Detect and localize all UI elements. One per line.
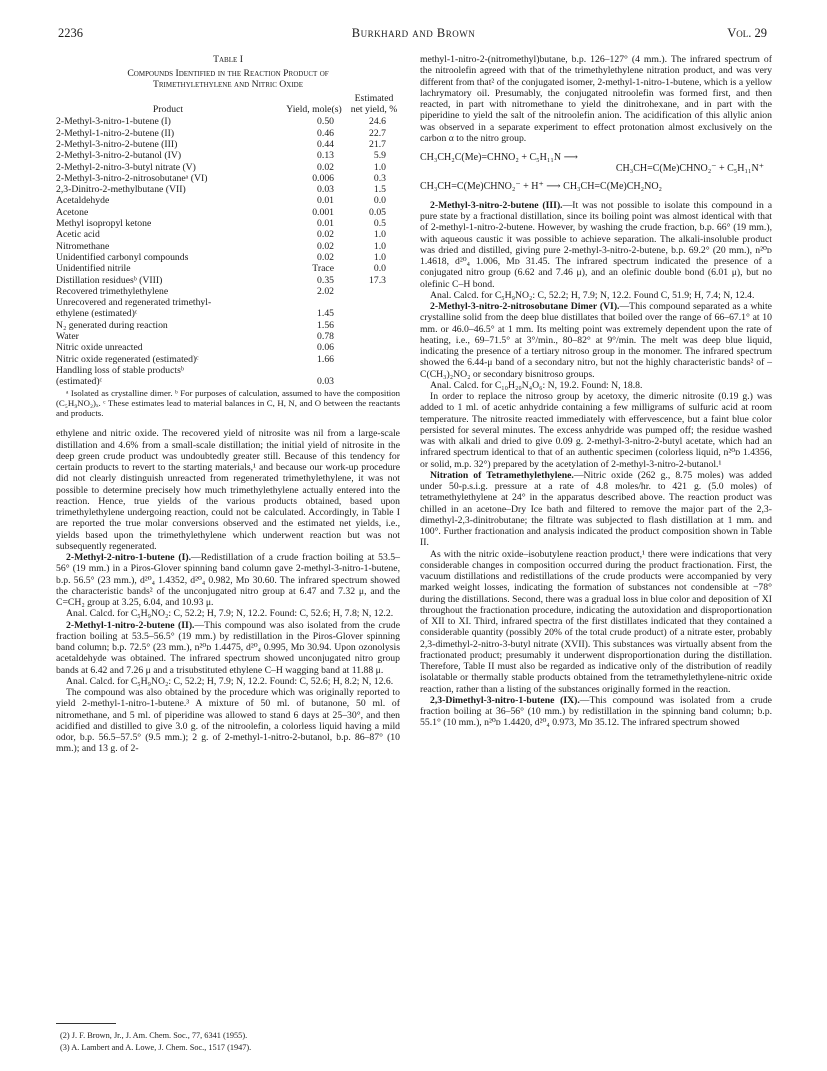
cell-yield: 0.02 xyxy=(317,229,334,241)
cell-product: (estimated)ᶜ xyxy=(56,376,103,388)
table-row xyxy=(56,342,400,353)
table-row xyxy=(56,139,400,150)
right-column xyxy=(420,54,772,729)
cell-estimated: 1.0 xyxy=(373,251,386,263)
cell-product: Nitromethane xyxy=(56,240,110,252)
cell-yield: 0.03 xyxy=(317,184,334,196)
table-row xyxy=(56,150,400,161)
page-number: 2236 xyxy=(58,26,83,40)
body-paragraph: ethylene and nitric oxide. The recovered yield of nitrosite was nil from a large-scale distillation and 4.6% from a small-scale distillation; the initial yield of nitrosite in the deep green crude product was undoubtedly greater still. Because of this tendency for certain products to revert to the starting materials,¹ and because our work-up procedure did not clearly distinguish unreacted from regenerated trimethylethylene, it was not possible to determine precisely how much trimethylethylene actually entered into the reaction. Hence, true yields of the various products obtained, based upon trimethylethylene undergoing reaction, could not be calculated. Accordingly, in Table I are reported the true molar conversions observed and the estimated net yields, i.e., yields based upon the trimethylethylene which underwent reaction but was not subsequently regenerated. xyxy=(56,428,400,552)
section-heading: 2,3-Dimethyl-3-nitro-1-butene (IX). xyxy=(430,694,580,706)
section-text: —This compound separated as a white crystalline solid from the deep blue distillates that boiled over the range of 66–67.1° at 10 mm. or 46.0–46.5° at 1 mm. Its melting point was extremely dependent upon the rate of heating, i.e., 69–71.5° at 3°/min., 80–82° at 9°/min. The melt was deep blue liquid, indicating the presence of a tertiary nitroso group in the monomer. The infrared spectrum showed the 6.44-μ band of a secondary nitro, but not the highly characteristic bands² of –C(CH₃)₂NO₂ or secondary bisnitroso groups. xyxy=(420,301,772,380)
cell-estimated xyxy=(348,297,400,308)
cell-estimated xyxy=(348,342,400,353)
table-row xyxy=(56,229,400,240)
cell-yield: 0.35 xyxy=(317,274,334,286)
analysis-II: Anal. Calcd. for C₅H₉NO₂: C, 52.2; H, 7.9; N, 12.2. Found: C, 52.6; H, 8.2; N, 12.6. xyxy=(66,675,394,687)
table-row xyxy=(56,275,400,286)
volume-label: Vol. 29 xyxy=(727,26,767,40)
cell-yield: 0.44 xyxy=(317,138,334,150)
cell-product: Water xyxy=(56,331,79,343)
cell-yield: 1.45 xyxy=(317,308,334,320)
table-label: Table I xyxy=(213,54,243,65)
section-tme-continued: As with the nitric oxide–isobutylene reaction product,¹ there were indications that very considerable changes in composition occurred during the product fractionation. First, the vacuum distillations and redistillations of the crude products were accompanied by very marked weight losses, indicating the formation of substances not condensible at −78° during the distillations. Second, there was a gradual loss in blue color and deposition of XI throughout the fractionation procedure, indicating the autoxidation and disproportionation of XII to XI. Third, infrared spectra of the first distillates indicated that they contained a considerable quantity (possibly 20% of the total crude product) of a nitrate ester, probably 2,3-dimethyl-2-nitro-3-butyl nitrate (XVII). This substances was virtually absent from the fractionated product; presumably it underwent disproportionation during the distillation. Therefore, Table II must also be regarded as indicative only of the distribution of readily isolatable or thermally stable products obtained from the tetramethylethylene-nitric oxide reaction, rather than a listing of the substances originally formed in the reaction. xyxy=(420,548,772,695)
cell-yield: 0.02 xyxy=(317,161,334,173)
section-heading: 2-Methyl-3-nitro-2-butene (III). xyxy=(430,199,563,211)
section-I xyxy=(56,552,400,608)
section-heading: 2-Methyl-2-nitro-1-butene (I). xyxy=(66,552,191,564)
section-text: —This compound was also isolated from the crude fraction boiling at 53.5–56.5° (19 mm.) by redistillation in the Piros-Glover spinning band column; b.p. 72.5° (23 mm.), n²⁰ᴅ 1.4475, d²⁰₄ 0.995, Mᴅ 30.94. Upon ozonolysis acetaldehyde was obtained. The infrared spectrum showed unconjugated nitro group bands at 6.42 and 7.26 μ and a trisubstituted ethylene C–H wagging band at 11.88 μ. xyxy=(56,619,400,676)
section-tme xyxy=(420,470,772,549)
table-row xyxy=(56,286,400,297)
cell-estimated: 17.3 xyxy=(369,274,386,286)
cell-estimated: 0.0 xyxy=(373,263,386,275)
cell-estimated: 1.0 xyxy=(373,161,386,173)
left-column xyxy=(56,54,400,755)
cell-product: Unidentified carbonyl compounds xyxy=(56,251,189,263)
equation-2: CH₃CH=C(Me)CHNO₂⁻ + H⁺ ⟶ CH₃CH=C(Me)CH₂NO₂ xyxy=(420,180,663,192)
cell-product: 2-Methyl-3-nitro-2-nitrosobutaneᵃ (VI) xyxy=(56,172,208,184)
cell-product: Acetic acid xyxy=(56,229,100,241)
table-row xyxy=(56,184,400,195)
analysis-VI: Anal. Calcd. for C₁₀H₂₀N₄O₆: N, 19.2. Found: N, 18.8. xyxy=(430,379,643,391)
cell-yield: 1.56 xyxy=(317,319,334,331)
cell-product: ethylene (estimated)ᶜ xyxy=(56,308,138,320)
compounds-table xyxy=(56,93,400,388)
cell-yield: 2.02 xyxy=(317,285,334,297)
section-heading: 2-Methyl-3-nitro-2-nitrosobutane Dimer (VI). xyxy=(430,301,620,312)
cell-product: Nitric oxide regenerated (estimated)ᶜ xyxy=(56,353,199,365)
equation-1-rhs: CH₃CH=C(Me)CHNO₂⁻ + C₅H₁₁N⁺ xyxy=(615,163,764,175)
cell-yield: 0.006 xyxy=(312,172,334,184)
cell-yield: Trace xyxy=(312,263,334,275)
cell-estimated: 0.5 xyxy=(373,218,386,230)
section-VI-continued: In order to replace the nitroso group by acetoxy, the dimeric nitrosite (0.19 g.) was added to 1 ml. of acetic anhydride containing a few milligrams of sulfuric acid at room temperature. The nitrosite reacted immediately with effervescence, but a faint blue color persisted for several minutes. The excess anhydride was pumped off; the residue washed was with alkali and dried to give 0.09 g. 2-methyl-3-nitro-2-butyl acetate, which had an infrared spectrum identical to that of an authentic specimen (colorless liquid, n²⁰ᴅ 1.4356, or solid, m.p. 32°) prepared by the acetylation of 2-methyl-3-nitro-2-butanol.¹ xyxy=(420,391,772,470)
running-title: Burkhard and Brown xyxy=(351,26,476,40)
cell-yield: 1.66 xyxy=(317,353,334,365)
cell-yield: 0.50 xyxy=(317,116,334,128)
section-text: —This compound was isolated from a crude fraction boiling at 36–56° (10 mm.) by redistillation in the spinning band column; b.p. 55.1° (10 mm.), n²⁰ᴅ 1.4420, d²⁰₄ 0.973, Mᴅ 35.12. The infrared spectrum showed xyxy=(420,694,772,729)
cell-yield: 0.02 xyxy=(317,251,334,263)
col-header-yield: Yield, mole(s) xyxy=(286,104,342,116)
cell-estimated: 21.7 xyxy=(369,138,386,150)
table-row xyxy=(56,162,400,173)
cell-estimated: 0.0 xyxy=(373,195,386,207)
cell-product: Nitric oxide unreacted xyxy=(56,342,143,354)
cell-yield: 0.06 xyxy=(317,342,334,354)
table-row xyxy=(56,207,400,218)
table-row xyxy=(56,116,400,127)
cell-yield xyxy=(280,365,348,376)
section-text: —Nitric oxide (262 g., 8.75 moles) was added under 50-p.s.i.g. pressure at a rate of 4.8 moles/hr. to 421 g. (5.0 moles) of tetramethylethylene at 24° in the apparatus described above. The reaction product was chilled in an acetone–Dry Ice bath and filtered to remove the major part of the 2,3-dimethyl-2,3-dinitrobutane; the filtrate was subjected to flash distillation at 1 mm. and 100°. Further fractionation and analysis indicated the product composition shown in Table II. xyxy=(420,469,772,549)
cell-estimated xyxy=(348,354,400,365)
cell-product: Recovered trimethylethylene xyxy=(56,285,169,297)
cell-product: 2-Methyl-3-nitro-2-butene (III) xyxy=(56,138,178,150)
cell-estimated xyxy=(348,308,400,319)
cell-yield: 0.02 xyxy=(317,240,334,252)
cell-product: 2-Methyl-3-nitro-2-butanol (IV) xyxy=(56,150,182,162)
cell-estimated: 5.9 xyxy=(373,150,386,162)
cell-yield: 0.001 xyxy=(312,206,334,218)
cell-yield: 0.01 xyxy=(317,218,334,230)
cell-estimated: 1.5 xyxy=(373,184,386,196)
cell-product: Unidentified nitrile xyxy=(56,263,131,275)
table-row xyxy=(56,354,400,365)
cell-product: N₂ generated during reaction xyxy=(56,319,168,331)
cell-product: Handling loss of stable productsᵇ xyxy=(56,364,184,376)
cell-estimated: 1.0 xyxy=(373,240,386,252)
body-paragraph: methyl-1-nitro-2-(nitromethyl)butane, b.p. 126–127° (4 mm.). The infrared spectrum of the nitroolefin agreed with that of the trimethylethylene nitration product, and was very different from that² of the conjugated isomer, 2-methyl-1-nitro-1-butene, which is a yellow lachrymatory oil. Presumably, the conjugated nitroolefin was formed first, and then reacted, in part with nitromethane to yield the dinitrohexane, and in part with the piperidine to yield the salt of the nitroolefin anion. The acidification of this allylic anion was observed in a separate experiment to effect protonation almost exclusively on the carbon α to the nitro group. xyxy=(420,54,772,144)
cell-yield: 0.01 xyxy=(317,195,334,207)
table-row xyxy=(56,128,400,139)
table-footnote: ᵃ Isolated as crystalline dimer. ᵇ For purposes of calculation, assumed to have the composition (C₅H₉NO₂)ₓ. ᶜ These estimates lead to material balances in C, H, N, and O between the reactants and products. xyxy=(56,387,400,419)
section-III xyxy=(420,200,772,290)
cell-estimated xyxy=(348,331,400,342)
cell-product: Acetaldehyde xyxy=(56,195,110,207)
cell-yield: 0.46 xyxy=(317,127,334,139)
table-row xyxy=(56,195,400,206)
cell-estimated: 22.7 xyxy=(369,127,386,139)
cell-product: Unrecovered and regenerated trimethyl- xyxy=(56,297,212,309)
table-row xyxy=(56,263,400,274)
table-row xyxy=(56,241,400,252)
cell-estimated: 0.05 xyxy=(369,206,386,218)
section-IX xyxy=(420,695,772,729)
col-header-product: Product xyxy=(152,104,184,116)
table-row xyxy=(56,252,400,263)
section-heading: 2-Methyl-1-nitro-2-butene (II). xyxy=(66,619,195,631)
cell-yield: 0.13 xyxy=(317,150,334,162)
section-text: —It was not possible to isolate this compound in a pure state by a fractional distillation, since its boiling point was almost identical with that of 2-methyl-1-nitro-2-butene. However, by washing the crude fraction, b.p. 66° (19 mm.), with aqueous caustic it was possible to achieve separation. The alkali-insoluble product was dried and distilled, giving pure 2-methyl-3-nitro-2-butene, b.p. 69.2° (20 mm.), n²⁰ᴅ 1.4618, d²⁰₄ 1.006, Mᴅ 31.45. The infrared spectrum indicated the presence of a conjugated nitro group (6.62 and 7.46 μ), and an olefinic double bond (6.01 μ), but no olefinic C–H bond. xyxy=(420,199,772,290)
cell-product: Distillation residuesᵇ (VIII) xyxy=(56,274,163,286)
reference-3: (3) A. Lambert and A. Lowe, J. Chem. Soc., 1517 (1947). xyxy=(60,1043,252,1052)
cell-product: 2,3-Dinitro-2-methylbutane (VII) xyxy=(56,184,186,196)
cell-product: 2-Methyl-1-nitro-2-butene (II) xyxy=(56,127,175,139)
equation-1-lhs: CH₃CH₂C(Me)=CHNO₂ + C₅H₁₁N ⟶ xyxy=(420,152,578,163)
footnote-rule xyxy=(56,1023,116,1024)
cell-estimated xyxy=(348,286,400,297)
table-row xyxy=(56,308,400,319)
analysis-I: Anal. Calcd. for C₅H₉NO₂: C, 52.2; H, 7.9; N, 12.2. Found: C, 52.6; H, 7.8; N, 12.2. xyxy=(66,608,394,620)
cell-yield xyxy=(280,297,348,308)
section-II xyxy=(56,620,400,676)
col-header-estimated: Estimated net yield, % xyxy=(350,92,398,116)
table-row xyxy=(56,365,400,376)
analysis-III: Anal. Calcd. for C₅H₉NO₂: C, 52.2; H, 7.9; N, 12.2. Found C, 51.9; H, 7.4; N, 12.4. xyxy=(430,289,755,301)
cell-estimated xyxy=(348,365,400,376)
section-heading: Nitration of Tetramethylethylene. xyxy=(430,469,574,481)
cell-estimated xyxy=(348,320,400,331)
section-II-continued: The compound was also obtained by the procedure which was originally reported to yield 2-methyl-1-nitro-1-butene.³ A mixture of 50 ml. of butanone, 50 ml. of nitromethane, and 5 ml. of piperidine was allowed to stand 6 days at 25–30°, and then acidified and distilled to give 3.0 g. of the nitroolefin, a colorless liquid having a mild odor, b.p. 56.5–57.5° (9.5 mm.); 2 g. of 2-methyl-1-nitro-2-butanol, b.p. 86–87° (10 mm.); and 13 g. of 2- xyxy=(56,687,400,755)
cell-product: 2-Methyl-3-nitro-1-butene (I) xyxy=(56,116,171,128)
section-text: —Redistillation of a crude fraction boiling at 53.5–56° (19 mm.) in a Piros-Glover spinning band column gave 2-methyl-3-nitro-1-butene, b.p. 56.5° (23 mm.), d²⁰₄ 1.4352, d²⁰₄ 0.982, Mᴅ 30.60. The infrared spectrum showed the characteristic bands² of the unconjugated nitro group at 6.47 and 7.32 μ, and the C=CH₂ group at 3.25, 6.04, and 10.93 μ. xyxy=(56,552,400,609)
section-VI xyxy=(420,301,772,380)
cell-product: Acetone xyxy=(56,206,89,218)
cell-estimated: 0.3 xyxy=(373,172,386,184)
cell-estimated xyxy=(348,376,400,387)
cell-estimated: 24.6 xyxy=(369,116,386,128)
table-row xyxy=(56,173,400,184)
cell-product: Methyl isopropyl ketone xyxy=(56,218,152,230)
table-row xyxy=(56,218,400,229)
table-caption-line-2: Trimethylethylene and Nitric Oxide xyxy=(152,79,304,91)
table-row xyxy=(56,320,400,331)
cell-yield: 0.78 xyxy=(317,331,334,343)
cell-product: 2-Methyl-2-nitro-3-butyl nitrate (V) xyxy=(56,161,196,173)
table-row xyxy=(56,331,400,342)
reference-2: (2) J. F. Brown, Jr., J. Am. Chem. Soc., 77, 6341 (1955). xyxy=(60,1031,248,1040)
equation-1 xyxy=(420,152,772,192)
cell-yield: 0.03 xyxy=(317,376,334,388)
table-row xyxy=(56,376,400,387)
table-row xyxy=(56,297,400,308)
table-caption-line-1: Compounds Identified in the Reaction Product of xyxy=(127,67,329,79)
cell-estimated: 1.0 xyxy=(373,229,386,241)
